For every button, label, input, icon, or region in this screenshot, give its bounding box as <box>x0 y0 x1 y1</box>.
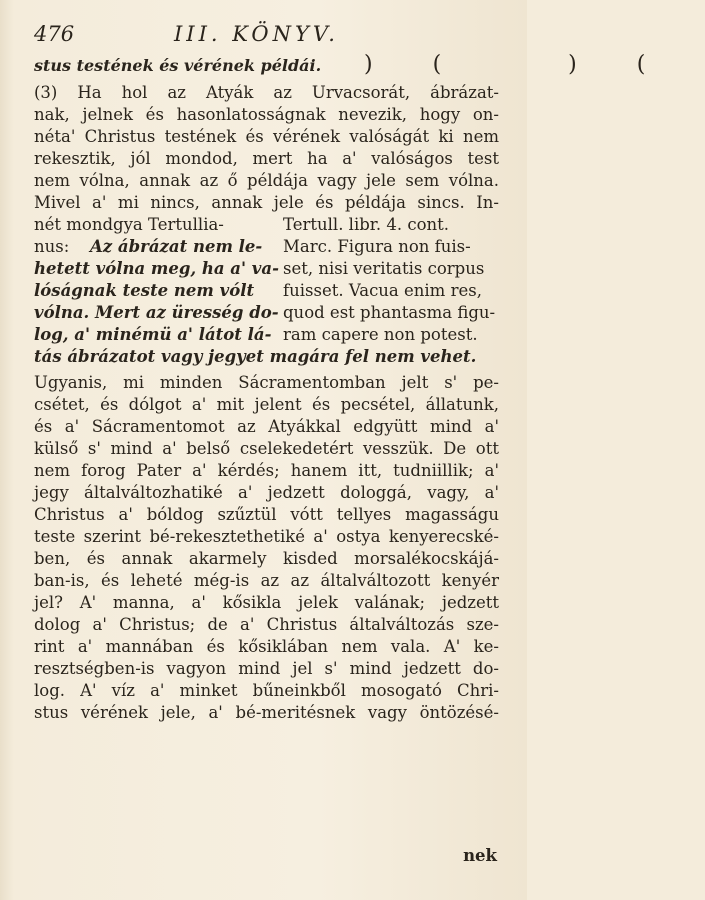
right-column-line: Tertull. libr. 4. cont. <box>283 215 450 234</box>
right-column-line: Marc. Figura non fuis- <box>283 237 471 256</box>
body-line: külső s' mind a' belső cselekedetért vesszük. De ott <box>34 439 499 458</box>
body-line: rekesztik, jól mondod, mert ha a' valóságos test <box>34 149 499 168</box>
ornament-marks: )( )( <box>364 52 705 77</box>
body-line: teste szerint bé-rekesztethetiké a' ostya kenyerecské- <box>34 527 499 546</box>
italic-closing-line: tás ábrázatot vagy jegyet magára fel nem vehet. <box>34 347 477 366</box>
left-column-line: nét mondgya Tertullia- <box>34 215 224 234</box>
page-header <box>34 22 497 50</box>
body-line: nem forog Pater a' kérdés; hanem itt, tudniillik; a' <box>34 461 499 480</box>
left-column-italic-line: hetett vólna meg, ha a' va- <box>34 259 279 278</box>
body-line: (3) Ha hol az Atyák az Urvacsorát, ábrázat- <box>34 83 499 102</box>
body-line: rint a' mannában és kősiklában nem vala. A' ke- <box>34 637 499 656</box>
catchword: nek <box>463 846 497 865</box>
left-column-italic-line: Az ábrázat nem le- <box>90 237 263 256</box>
body-line: és a' Sácramentomot az Atyákkal edgyütt mind a' <box>34 417 499 436</box>
body-line: nem vólna, annak az ő példája vagy jele sem vólna. <box>34 171 499 190</box>
running-head: III. KÖNYV. <box>174 22 339 46</box>
left-column-line: nus: <box>34 237 70 256</box>
left-column-italic-line: vólna. Mert az üresség do- <box>34 303 279 322</box>
right-column-line: set, nisi veritatis corpus <box>283 259 485 278</box>
body-line: resztségben-is vagyon mind jel s' mind jedzett do- <box>34 659 499 678</box>
body-line: Mivel a' mi nincs, annak jele és példája sincs. In- <box>34 193 499 212</box>
body-line: dolog a' Christus; de a' Christus általváltozás sze- <box>34 615 499 634</box>
page-number: 476 <box>34 22 75 46</box>
body-line: néta' Christus testének és vérének valóságát ki nem <box>34 127 499 146</box>
body-line: Christus a' bóldog szűztül vótt tellyes magasságu <box>34 505 499 524</box>
section-subline <box>34 52 705 77</box>
right-column-line: fuisset. Vacua enim res, <box>283 281 482 300</box>
subline-text: stus testének és vérének példái. <box>34 56 322 75</box>
body-line: log. A' víz a' minket bűneinkből mosogató Chri- <box>34 681 499 700</box>
right-column-line: quod est phantasma figu- <box>283 303 496 322</box>
body-line: nak, jelnek és hasonlatosságnak nevezik, hogy on- <box>34 105 499 124</box>
left-column-italic-line: lóságnak teste nem vólt <box>34 281 255 300</box>
left-column-italic-line: log, a' minémü a' látot lá- <box>34 325 272 344</box>
body-line: Ugyanis, mi minden Sácramentomban jelt s' pe- <box>34 373 499 392</box>
body-line: csétet, és dólgot a' mit jelent és pecsétel, állatunk, <box>34 395 499 414</box>
right-column-line: ram capere non potest. <box>283 325 478 344</box>
body-line: ban-is, és leheté még-is az az általváltozott kenyér <box>34 571 499 590</box>
body-line: jel? A' manna, a' kősikla jelek valának; jedzett <box>34 593 499 612</box>
body-line: jegy általváltozhatiké a' jedzett dologgá, vagy, a' <box>34 483 499 502</box>
body-line: ben, és annak akarmely kisded morsalékocskájá- <box>34 549 499 568</box>
body-line: stus vérének jele, a' bé-meritésnek vagy öntözésé- <box>34 703 499 722</box>
